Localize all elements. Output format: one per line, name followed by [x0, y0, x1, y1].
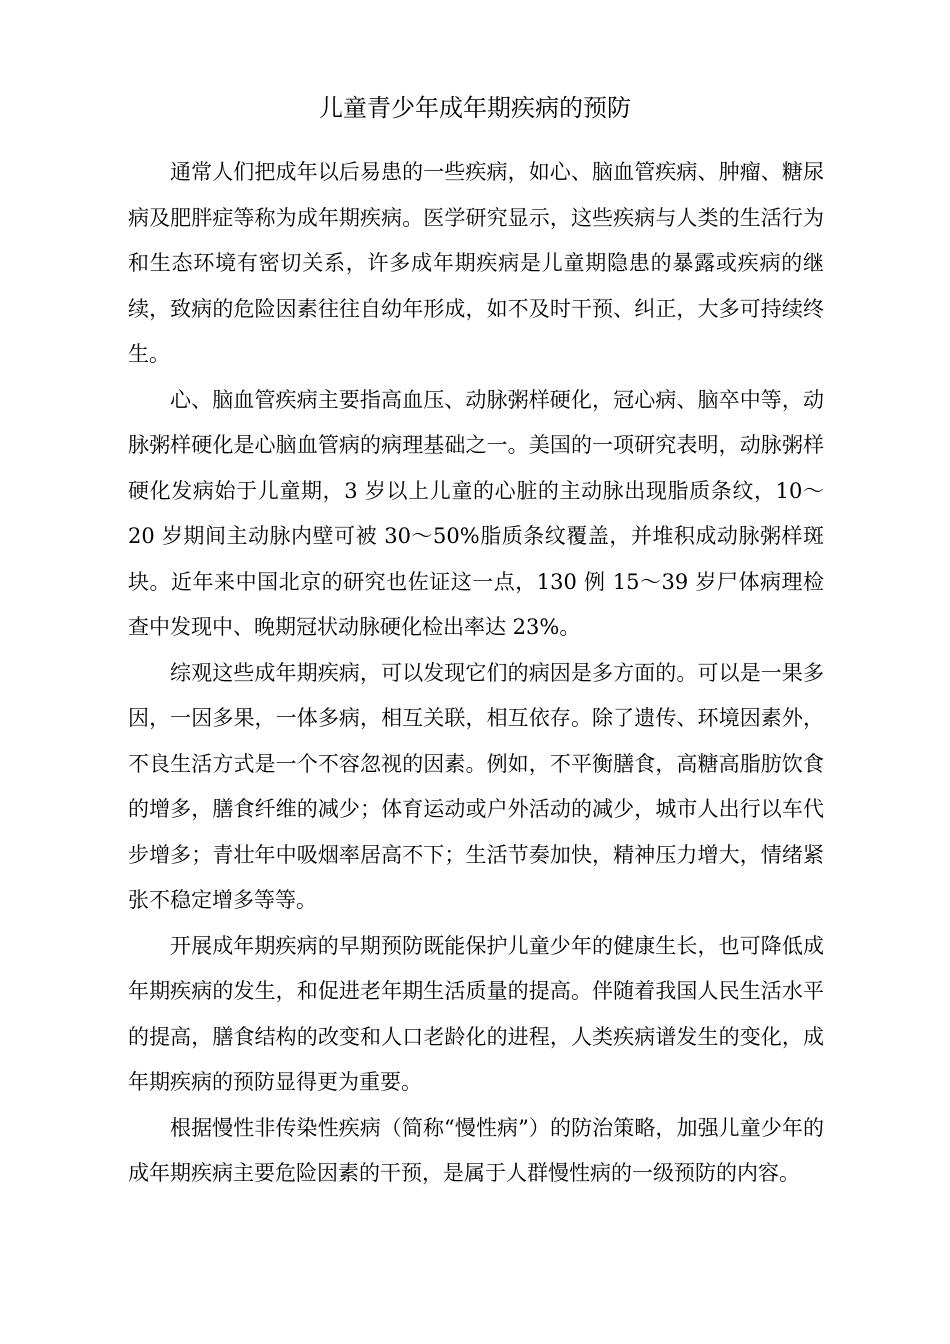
document-body: [128, 150, 824, 1197]
document-title: 儿童青少年成年期疾病的预防: [319, 94, 631, 122]
paragraph-3: 综观这些成年期疾病，可以发现它们的病因是多方面的。可以是一果多因，一因多果，一体多病，相互关联，相互依存。除了遗传、环境因素外，不良生活方式是一个不容忽视的因素。例如，不平衡膳食，高糖高脂肪饮食的增多，膳食纤维的减少；体育运动或户外活动的减少，城市人出行以车代步增多；青壮年中吸烟率居高不下；生活节奏加快，精神压力增大，情绪紧张不稳定增多等等。: [128, 660, 824, 912]
paragraph-4: 开展成年期疾病的早期预防既能保护儿童少年的健康生长，也可降低成年期疾病的发生，和促进老年期生活质量的提高。伴随着我国人民生活水平的提高，膳食结构的改变和人口老龄化的进程，人类疾病谱发生的变化，成年期疾病的预防显得更为重要。: [128, 933, 824, 1094]
paragraph-1: 通常人们把成年以后易患的一些疾病，如心、脑血管疾病、肿瘤、糖尿病及肥胖症等称为成年期疾病。医学研究显示，这些疾病与人类的生活行为和生态环境有密切关系，许多成年期疾病是儿童期隐患的暴露或疾病的继续，致病的危险因素往往自幼年形成，如不及时干预、纠正，大多可持续终生。: [128, 160, 824, 366]
paragraph-5: 根据慢性非传染性疾病（简称“慢性病”）的防治策略，加强儿童少年的成年期疾病主要危险因素的干预，是属于人群慢性病的一级预防的内容。: [128, 1115, 824, 1185]
paragraph-2: 心、脑血管疾病主要指高血压、动脉粥样硬化，冠心病、脑卒中等，动脉粥样硬化是心脑血管病的病理基础之一。美国的一项研究表明，动脉粥样硬化发病始于儿童期，3 岁以上儿童的心脏的主动脉出现脂质条纹，10～20 岁期间主动脉内壁可被 30～50%脂质条纹覆盖，并堆积成动脉粥样斑块。近年来中国北京的研究也佐证这一点，130 例 15～39 岁尸体病理检查中发现中、晚期冠状动脉硬化检出率达 23%。: [128, 387, 824, 639]
